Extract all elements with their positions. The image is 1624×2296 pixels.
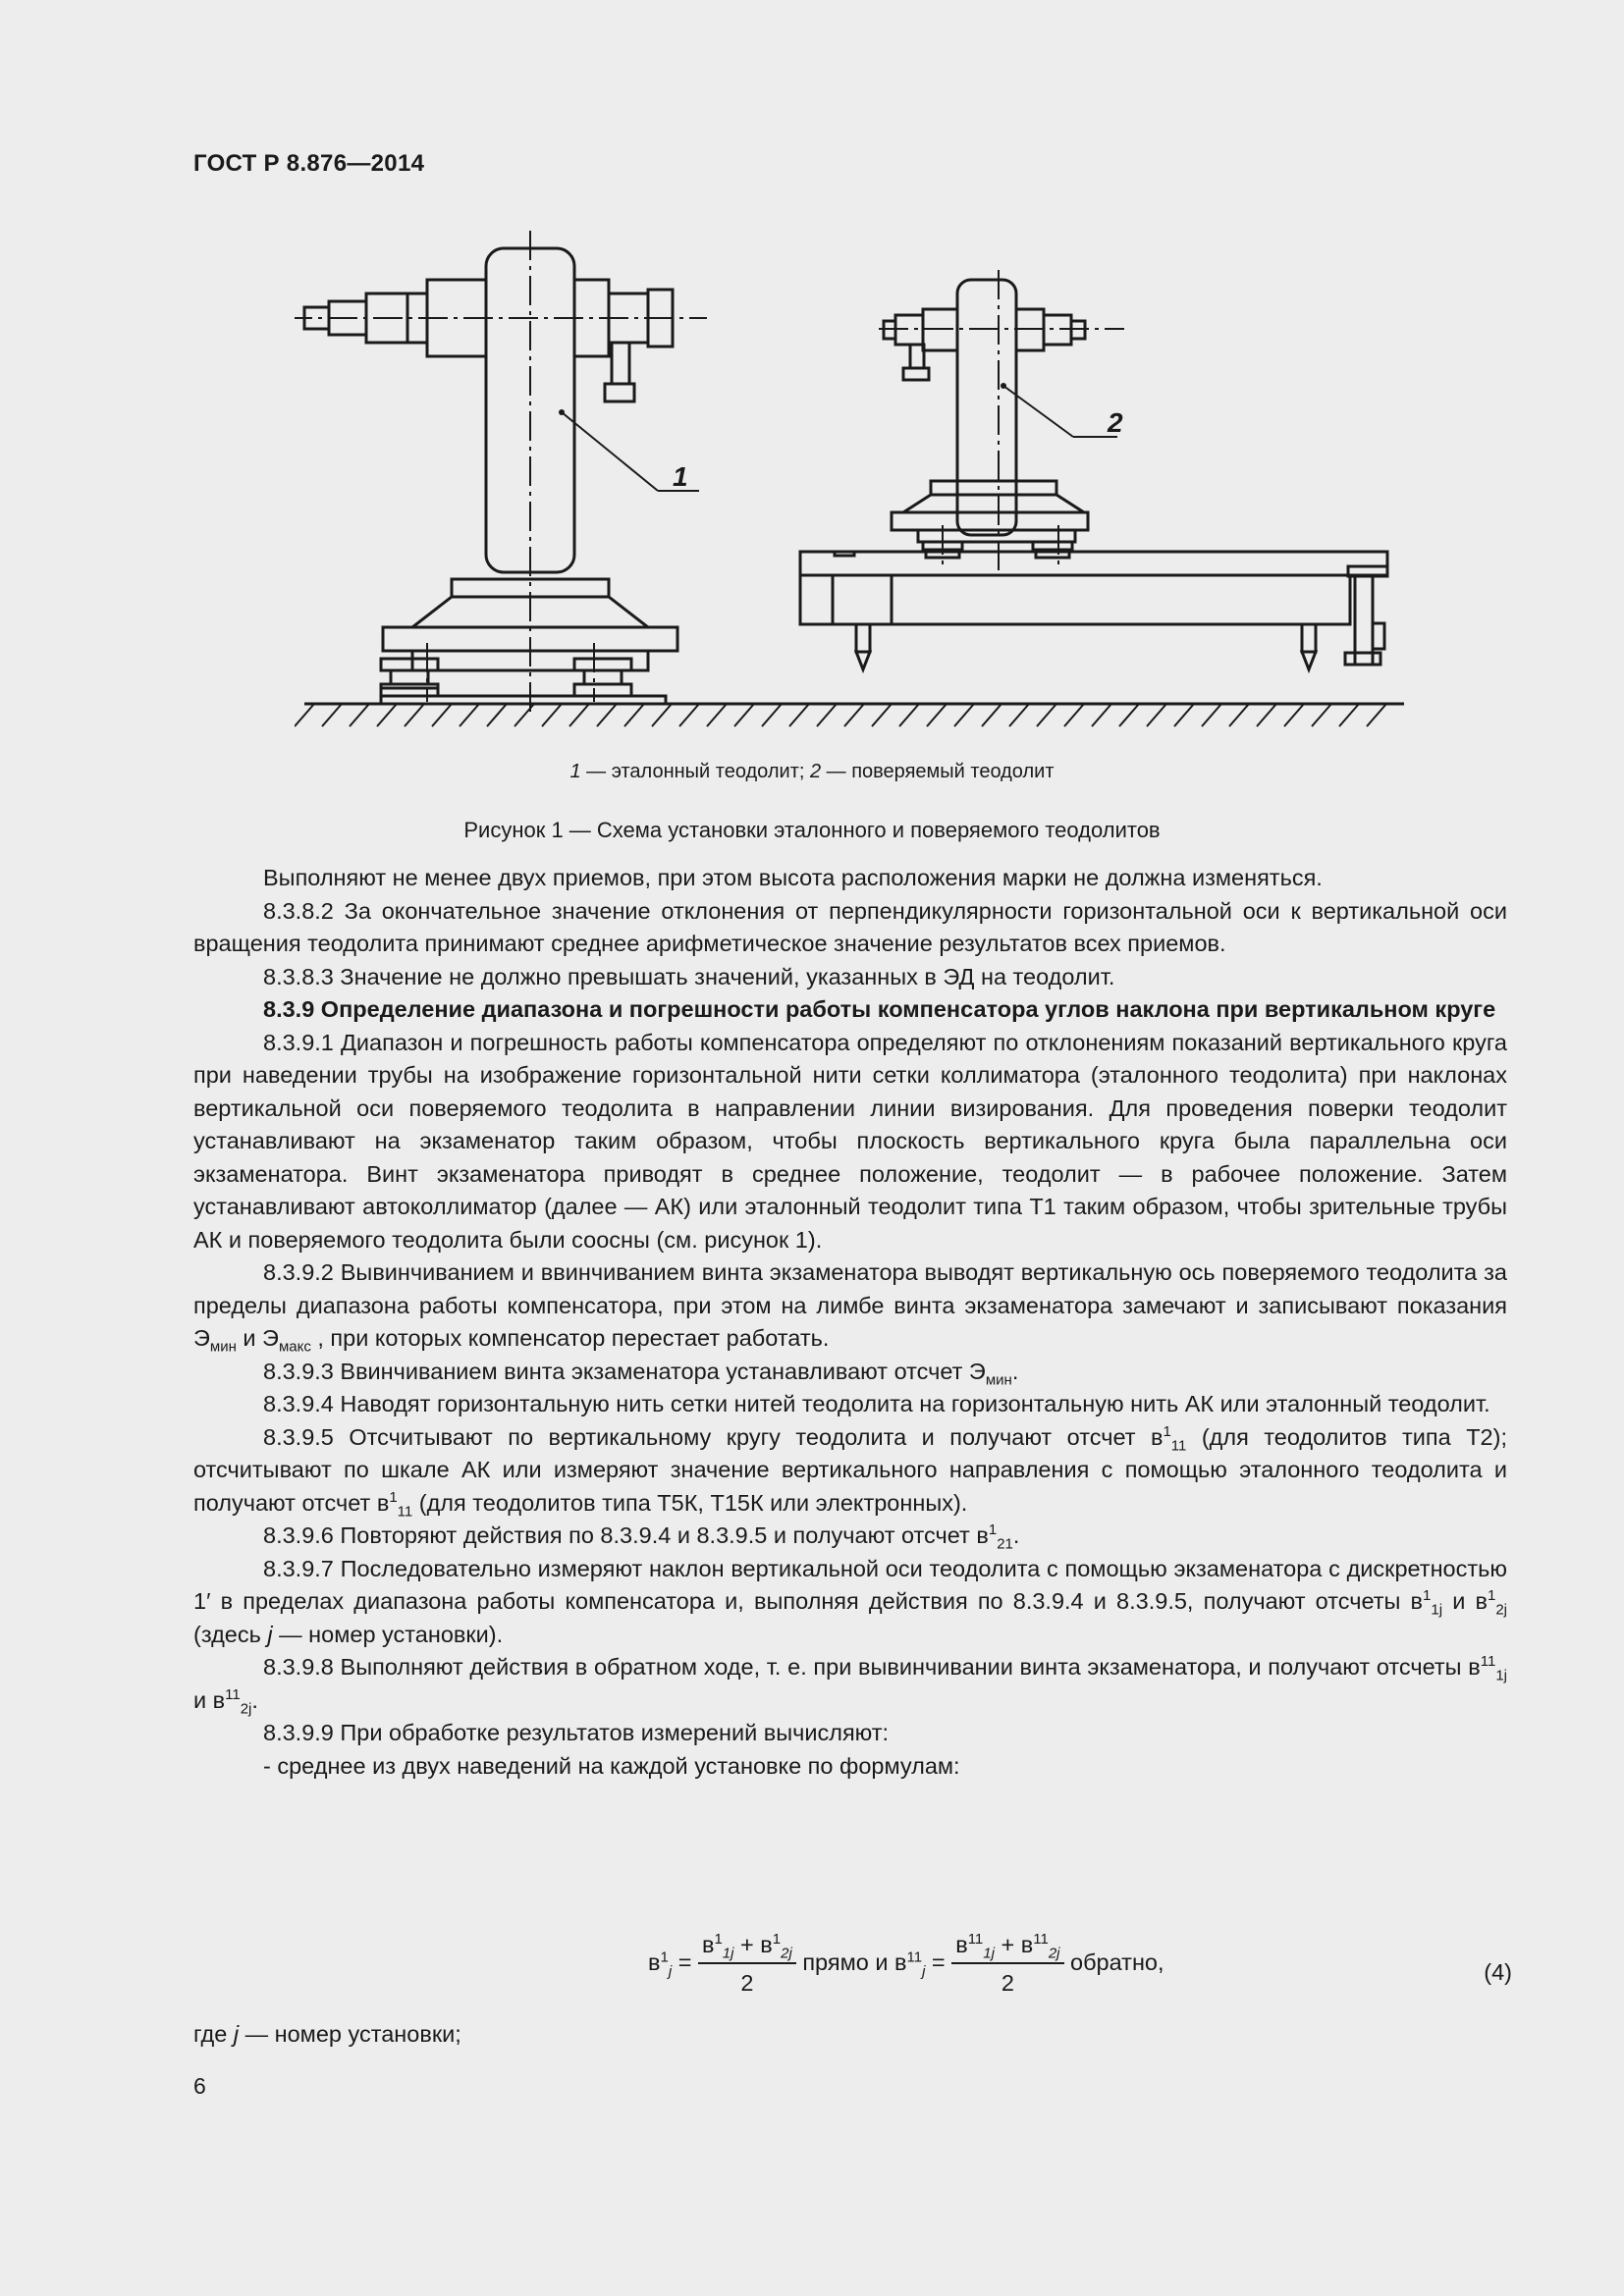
tested-theodolite-drawing bbox=[800, 280, 1387, 669]
section-heading: 8.3.9 Определение диапазона и погрешности работы компенсатора углов наклона при вертикальном круге bbox=[263, 996, 1496, 1022]
page-number: 6 bbox=[193, 2073, 206, 2099]
label-2: 2 bbox=[1108, 407, 1123, 438]
paragraph: Выполняют не менее двух приемов, при этом высота расположения марки не должна изменяться. bbox=[263, 865, 1323, 890]
formula-number: (4) bbox=[1484, 1959, 1512, 1985]
fraction-forward: $\frac{в^1_{1j} + в^1_{2j}}{2}$ bbox=[698, 1932, 796, 1997]
paragraph: - среднее из двух наведений на каждой установке по формулам: bbox=[263, 1752, 960, 1779]
figure-theodolite-setup bbox=[295, 231, 1414, 751]
paragraph: 8.3.8.3 Значение не должно превышать значений, указанных в ЭД на теодолит. bbox=[263, 963, 1115, 989]
paragraph: 8.3.8.2 За окончательное значение отклонения от перпендикулярности горизонтальной оси к вертикальной оси вращения теодолита принимают среднее арифметическое значение результатов всех приемов. bbox=[193, 897, 1507, 956]
body-text bbox=[193, 862, 1507, 1783]
paragraph: 8.3.9.1 Диапазон и погрешность работы компенсатора определяют по отклонениям показаний вертикального круга при наведении трубы на изображение горизонтальной нити сетки коллиматора (эталонного теодолита) при наклонах вертикальной оси поверяемого теодолита в направлении линии визирования. Для проведения поверки теодолит устанавливают на экзаменатор таким образом, чтобы плоскость вертикального круга была параллельна оси экзаменатора. Винт экзаменатора приводят в среднее положение, теодолит — в рабочее положение. Затем устанавливают автоколлиматор (далее — АК) или эталонный теодолит типа Т1 таким образом, чтобы зрительные трубы АК и поверяемого теодолита были соосны (см. рисунок 1). bbox=[193, 1029, 1507, 1253]
paragraph: 8.3.9.8 Выполняют действия в обратном ходе, т. е. при вывинчивании винта экзаменатора, и получают отсчеты $в^{11}_{1j}$ и $в^{11}_{2j}$. bbox=[193, 1653, 1507, 1718]
paragraph: 8.3.9.9 При обработке результатов измерений вычисляют: bbox=[263, 1720, 890, 1745]
paragraph: 8.3.9.4 Наводят горизонтальную нить сетки нитей теодолита на горизонтальную нить АК или эталонный теодолит. bbox=[263, 1391, 1490, 1416]
document-header: ГОСТ Р 8.876—2014 bbox=[193, 150, 425, 177]
paragraph: 8.3.9.5 Отсчитывают по вертикальному кругу теодолита и получают отсчет $в^1_{11}$ (для теодолитов типа Т2); отсчитывают по шкале АК или измеряют значение вертикального направления с помощью эталонного теодолита и получают отсчет $в^1_{11}$ (для теодолитов типа Т5К, Т15К или электронных). bbox=[193, 1422, 1507, 1521]
paragraph: 8.3.9.3 Ввинчиванием винта экзаменатора устанавливают отсчет $Э_{мин}$. bbox=[263, 1358, 1019, 1389]
where-clause: где j — номер установки; bbox=[193, 2021, 461, 2047]
fraction-backward: $\frac{в^{11}_{1j} + в^{11}_{2j}}{2}$ bbox=[951, 1932, 1063, 1997]
formula-4: $в^1_j$ = $\frac{в^1_{1j} + в^1_{2j}}{2}$ прямо и $в^{11}_j$ = $\frac{в^{11}_{1j} + в^{11}_{2j}}{2}$ обратно, (4) bbox=[648, 1931, 1512, 1996]
label-1: 1 bbox=[673, 461, 688, 492]
reference-theodolite-drawing bbox=[302, 231, 677, 704]
paragraph: 8.3.9.6 Повторяют действия по 8.3.9.4 и 8.3.9.5 и получают отсчет $в^1_{21}$. bbox=[263, 1522, 1020, 1553]
figure-legend: 1 — эталонный теодолит; 2 — поверяемый теодолит bbox=[569, 761, 1055, 782]
paragraph: 8.3.9.2 Вывинчиванием и ввинчиванием винта экзаменатора выводят вертикальную ось поверяемого теодолита за пределы диапазона работы компенсатора, при этом на лимбе винта экзаменатора замечают и записывают показания $Э_{мин}$ и $Э_{макс}$ , при которых компенсатор перестает работать. bbox=[193, 1259, 1507, 1356]
figure-caption: Рисунок 1 — Схема установки эталонного и поверяемого теодолитов bbox=[463, 818, 1161, 842]
paragraph: 8.3.9.7 Последовательно измеряют наклон вертикальной оси теодолита с помощью экзаменатора с дискретностью 1′ в пределах диапазона работы компенсатора и, выполняя действия по 8.3.9.4 и 8.3.9.5, получают отсчеты $в^1_{1j}$ и $в^1_{2j}$ (здесь j — номер установки). bbox=[193, 1555, 1508, 1647]
